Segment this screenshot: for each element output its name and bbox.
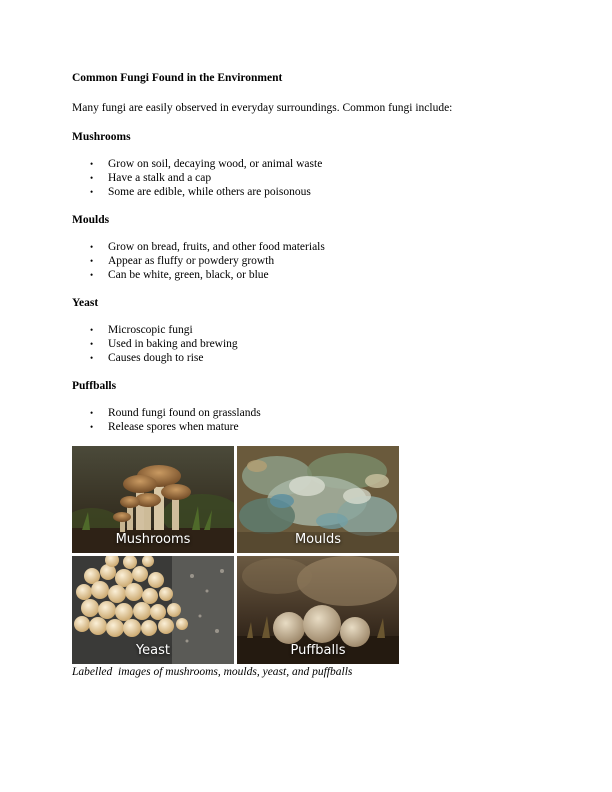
list-item	[72, 185, 540, 199]
list-item	[72, 157, 540, 171]
bullet-icon: •	[90, 353, 94, 363]
bullet-icon: •	[90, 325, 94, 335]
yeast-image	[72, 556, 234, 664]
list-item-text: Microscopic fungi	[108, 324, 193, 336]
bullet-icon: •	[90, 173, 94, 183]
bullet-icon: •	[90, 187, 94, 197]
list-item-text: Grow on bread, fruits, and other food materials	[108, 241, 325, 253]
document-body	[72, 70, 540, 447]
bullet-icon: •	[90, 242, 94, 252]
figure-caption: Labelled images of mushrooms, moulds, yeast, and puffballs	[72, 666, 353, 678]
list-item-text: Round fungi found on grasslands	[108, 407, 261, 419]
bullet-icon: •	[90, 256, 94, 266]
puffballs-image	[237, 556, 399, 664]
list-item-text: Used in baking and brewing	[108, 338, 238, 350]
list-item-text: Have a stalk and a cap	[108, 172, 212, 184]
intro-paragraph: Many fungi are easily observed in everyday surroundings. Common fungi include:	[72, 102, 453, 114]
list-item	[72, 323, 540, 337]
list-item	[72, 240, 540, 254]
moulds-image	[237, 446, 399, 553]
list-item	[72, 406, 540, 420]
list-item-text: Some are edible, while others are poisonous	[108, 186, 311, 198]
bullet-icon: •	[90, 422, 94, 432]
list-item-text: Grow on soil, decaying wood, or animal waste	[108, 158, 323, 170]
list-item	[72, 171, 540, 185]
list-item-text: Causes dough to rise	[108, 352, 204, 364]
page-title: Common Fungi Found in the Environment	[72, 72, 283, 84]
list-item	[72, 420, 540, 434]
bullet-list-puffballs	[72, 406, 540, 434]
list-item	[72, 254, 540, 268]
section-heading-moulds: Moulds	[72, 214, 110, 226]
section-heading-puffballs: Puffballs	[72, 380, 117, 392]
fungi-image-grid	[72, 446, 399, 664]
puffballs-label: Puffballs	[290, 643, 346, 658]
list-item	[72, 351, 540, 365]
mushrooms-label: Mushrooms	[115, 532, 191, 547]
yeast-label: Yeast	[135, 643, 171, 658]
list-item-text: Can be white, green, black, or blue	[108, 269, 269, 281]
bullet-icon: •	[90, 159, 94, 169]
bullet-list-mushrooms	[72, 157, 540, 199]
moulds-label: Moulds	[294, 532, 342, 547]
bullet-list-yeast	[72, 323, 540, 365]
bullet-icon: •	[90, 408, 94, 418]
list-item	[72, 268, 540, 282]
list-item	[72, 337, 540, 351]
bullet-icon: •	[90, 339, 94, 349]
section-heading-mushrooms: Mushrooms	[72, 131, 131, 143]
list-item-text: Release spores when mature	[108, 421, 239, 433]
section-heading-yeast: Yeast	[72, 297, 99, 309]
bullet-list-moulds	[72, 240, 540, 282]
list-item-text: Appear as fluffy or powdery growth	[108, 255, 275, 267]
mushrooms-image	[72, 446, 234, 553]
bullet-icon: •	[90, 270, 94, 280]
